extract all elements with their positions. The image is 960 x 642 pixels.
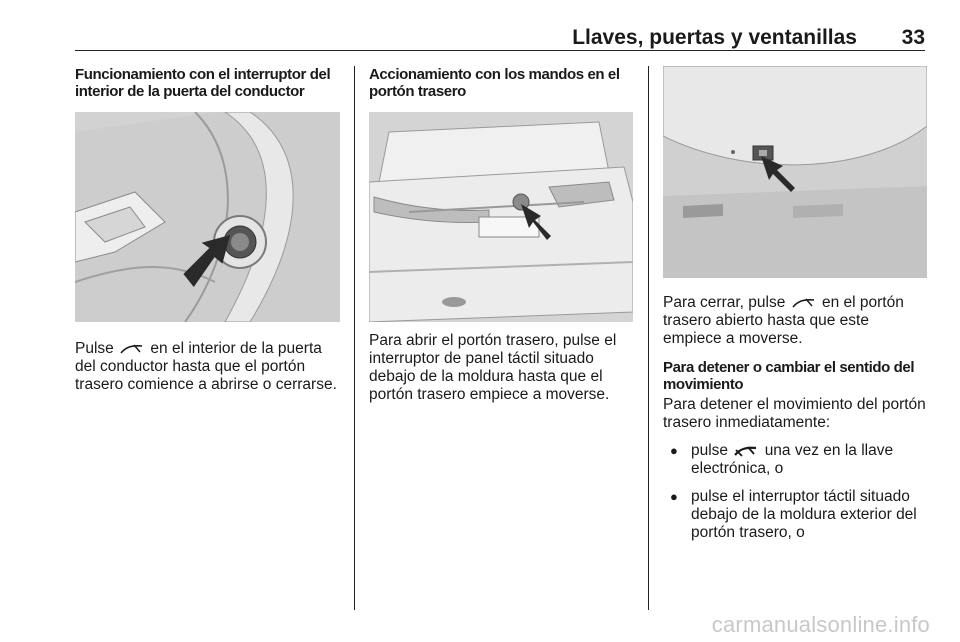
header-title: Llaves, puertas y ventanillas xyxy=(572,26,857,49)
section-heading-stop-movement: Para detener o cambiar el sentido del movimiento xyxy=(663,359,915,393)
column-3-text xyxy=(663,294,927,552)
page-number: 33 xyxy=(901,26,925,49)
stop-options-list xyxy=(663,442,927,542)
section-heading-tailgate-controls: Accionamiento con los mandos en el portón trasero xyxy=(369,66,620,100)
column-divider-right xyxy=(648,66,649,610)
column-1 xyxy=(75,66,340,100)
figure-tailgate-switch xyxy=(369,112,633,322)
figure-tailgate-interior-switch xyxy=(663,66,927,278)
list-item: ● pulse una vez en la llave electrónica, o xyxy=(670,442,894,477)
tailgate-icon xyxy=(120,343,144,355)
tailgate-close-instructions: Para cerrar, pulse en el portón trasero abierto hasta que este empiece a moverse. xyxy=(663,294,904,347)
column-2-text xyxy=(369,332,633,404)
bullet-icon: ● xyxy=(670,443,678,458)
page-header xyxy=(75,26,925,51)
driver-door-instructions: Pulse en el interior de la puerta del conductor hasta que el portón trasero comience a abrirse o cerrarse. xyxy=(75,340,337,393)
bullet-icon: ● xyxy=(670,489,678,504)
tailgate-open-instructions: Para abrir el portón trasero, pulse el interruptor de panel táctil situado debajo de la moldura hasta que el portón trasero empiece a moverse. xyxy=(369,332,617,403)
column-divider-left xyxy=(354,66,355,610)
section-heading-driver-door: Funcionamiento con el interruptor del interior de la puerta del conductor xyxy=(75,66,331,100)
watermark: carmanualsonline.info xyxy=(711,612,930,637)
column-2 xyxy=(369,66,633,100)
tailgate-key-icon xyxy=(734,445,758,457)
column-1-text xyxy=(75,340,340,394)
list-item: ● pulse el interruptor táctil situado debajo de la moldura exterior del portón trasero, o xyxy=(670,488,917,541)
tailgate-icon xyxy=(792,297,816,309)
figure-driver-door-switch xyxy=(75,112,340,322)
stop-movement-intro: Para detener el movimiento del portón trasero inmediatamente: xyxy=(663,396,926,431)
